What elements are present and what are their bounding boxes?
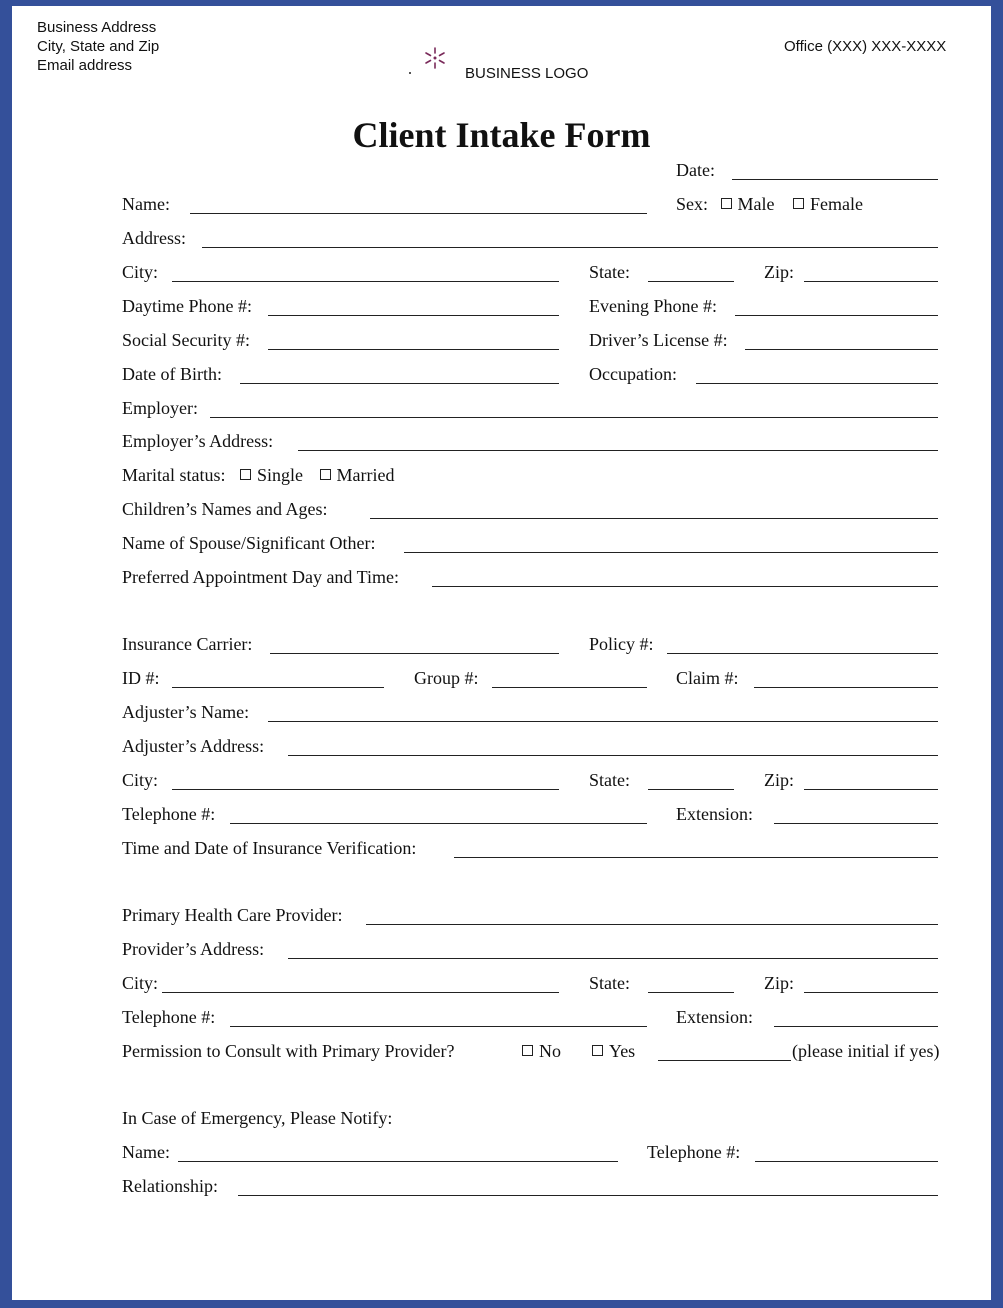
insurance-state-field[interactable] [648, 789, 734, 790]
business-logo-text: BUSINESS LOGO [465, 65, 589, 82]
insurance-carrier-field[interactable] [270, 653, 559, 654]
logo-dot [409, 72, 411, 74]
employer-address-field[interactable] [298, 450, 938, 451]
appointment-label: Preferred Appointment Day and Time: [122, 567, 399, 587]
permission-no-option[interactable] [522, 1041, 561, 1061]
provider-telephone-label: Telephone #: [122, 1007, 216, 1027]
initial-note: (please initial if yes) [792, 1041, 940, 1061]
female-label: Female [810, 194, 863, 214]
business-address: Business Address [37, 19, 157, 36]
emergency-telephone-label: Telephone #: [647, 1142, 741, 1162]
permission-yes-option[interactable] [592, 1041, 635, 1061]
provider-address-field[interactable] [288, 958, 938, 959]
name-field[interactable] [190, 213, 647, 214]
marital-status-label: Marital status: [122, 465, 226, 485]
sex-group [676, 194, 863, 214]
male-label: Male [737, 194, 775, 214]
provider-zip-label: Zip: [764, 973, 794, 993]
insurance-extension-field[interactable] [774, 823, 938, 824]
city-field[interactable] [172, 281, 559, 282]
name-label: Name: [122, 194, 170, 214]
insurance-zip-label: Zip: [764, 770, 794, 790]
spouse-label: Name of Spouse/Significant Other: [122, 533, 376, 553]
primary-provider-label: Primary Health Care Provider: [122, 905, 343, 925]
claim-label: Claim #: [676, 668, 739, 688]
employer-address-label: Employer’s Address: [122, 431, 274, 451]
permission-no-label: No [539, 1041, 561, 1061]
provider-city-label: City: [122, 973, 159, 993]
insurance-city-field[interactable] [172, 789, 559, 790]
employer-label: Employer: [122, 398, 198, 418]
provider-extension-field[interactable] [774, 1026, 938, 1027]
id-label: ID #: [122, 668, 160, 688]
male-checkbox[interactable] [721, 198, 732, 209]
address-label: Address: [122, 228, 186, 248]
sex-male-option[interactable] [721, 194, 775, 214]
female-checkbox[interactable] [793, 198, 804, 209]
adjuster-name-field[interactable] [268, 721, 938, 722]
insurance-zip-field[interactable] [804, 789, 938, 790]
insurance-city-label: City: [122, 770, 159, 790]
daytime-phone-label: Daytime Phone #: [122, 296, 252, 316]
relationship-field[interactable] [238, 1195, 938, 1196]
appointment-field[interactable] [432, 586, 938, 587]
permission-label: Permission to Consult with Primary Provider? [122, 1041, 455, 1061]
dob-label: Date of Birth: [122, 364, 222, 384]
daytime-phone-field[interactable] [268, 315, 559, 316]
provider-telephone-field[interactable] [230, 1026, 647, 1027]
provider-city-field[interactable] [162, 992, 559, 993]
dob-field[interactable] [240, 383, 559, 384]
relationship-label: Relationship: [122, 1176, 218, 1196]
occupation-label: Occupation: [589, 364, 677, 384]
permission-initial-field[interactable] [658, 1060, 791, 1061]
married-checkbox[interactable] [320, 469, 331, 480]
group-label: Group #: [414, 668, 479, 688]
emergency-name-label: Name: [122, 1142, 170, 1162]
sex-female-option[interactable] [793, 194, 863, 214]
single-checkbox[interactable] [240, 469, 251, 480]
policy-label: Policy #: [589, 634, 654, 654]
primary-provider-field[interactable] [366, 924, 938, 925]
provider-state-field[interactable] [648, 992, 734, 993]
zip-label: Zip: [764, 262, 794, 282]
state-label: State: [589, 262, 630, 282]
date-field[interactable] [732, 179, 938, 180]
occupation-field[interactable] [696, 383, 938, 384]
ssn-label: Social Security #: [122, 330, 250, 350]
marital-status-group [122, 465, 394, 485]
employer-field[interactable] [210, 417, 938, 418]
state-field[interactable] [648, 281, 734, 282]
business-address-block [37, 18, 159, 75]
business-city-state-zip: City, State and Zip [37, 38, 160, 55]
permission-yes-label: Yes [609, 1041, 636, 1061]
drivers-license-label: Driver’s License #: [589, 330, 728, 350]
address-field[interactable] [202, 247, 938, 248]
claim-field[interactable] [754, 687, 938, 688]
adjuster-address-field[interactable] [288, 755, 938, 756]
verification-label: Time and Date of Insurance Verification: [122, 838, 417, 858]
adjuster-address-label: Adjuster’s Address: [122, 736, 265, 756]
group-field[interactable] [492, 687, 647, 688]
evening-phone-label: Evening Phone #: [589, 296, 717, 316]
verification-field[interactable] [454, 857, 938, 858]
emergency-name-field[interactable] [178, 1161, 618, 1162]
insurance-state-label: State: [589, 770, 630, 790]
insurance-carrier-label: Insurance Carrier: [122, 634, 253, 654]
zip-field[interactable] [804, 281, 938, 282]
drivers-license-field[interactable] [745, 349, 938, 350]
emergency-heading: In Case of Emergency, Please Notify: [122, 1108, 393, 1128]
children-label: Children’s Names and Ages: [122, 499, 328, 519]
city-label: City: [122, 262, 159, 282]
married-label: Married [336, 465, 395, 485]
policy-field[interactable] [667, 653, 938, 654]
insurance-telephone-field[interactable] [230, 823, 647, 824]
insurance-telephone-label: Telephone #: [122, 804, 216, 824]
form-title: Client Intake Form [352, 115, 651, 155]
insurance-extension-label: Extension: [676, 804, 753, 824]
children-field[interactable] [370, 518, 938, 519]
provider-state-label: State: [589, 973, 630, 993]
id-field[interactable] [172, 687, 384, 688]
provider-address-label: Provider’s Address: [122, 939, 265, 959]
date-label: Date: [676, 160, 715, 180]
form-page [12, 6, 991, 1300]
adjuster-name-label: Adjuster’s Name: [122, 702, 250, 722]
married-option[interactable] [320, 465, 395, 485]
office-phone: Office (XXX) XXX-XXXX [784, 38, 947, 55]
emergency-telephone-field[interactable] [755, 1161, 938, 1162]
provider-extension-label: Extension: [676, 1007, 753, 1027]
permission-yes-checkbox[interactable] [592, 1045, 603, 1056]
sex-label: Sex: [676, 194, 709, 214]
logo-star-icon [423, 46, 447, 70]
single-label: Single [256, 465, 303, 485]
evening-phone-field[interactable] [735, 315, 938, 316]
provider-zip-field[interactable] [804, 992, 938, 993]
permission-no-checkbox[interactable] [522, 1045, 533, 1056]
spouse-field[interactable] [404, 552, 938, 553]
business-email: Email address [37, 57, 133, 74]
ssn-field[interactable] [268, 349, 559, 350]
single-option[interactable] [240, 465, 303, 485]
